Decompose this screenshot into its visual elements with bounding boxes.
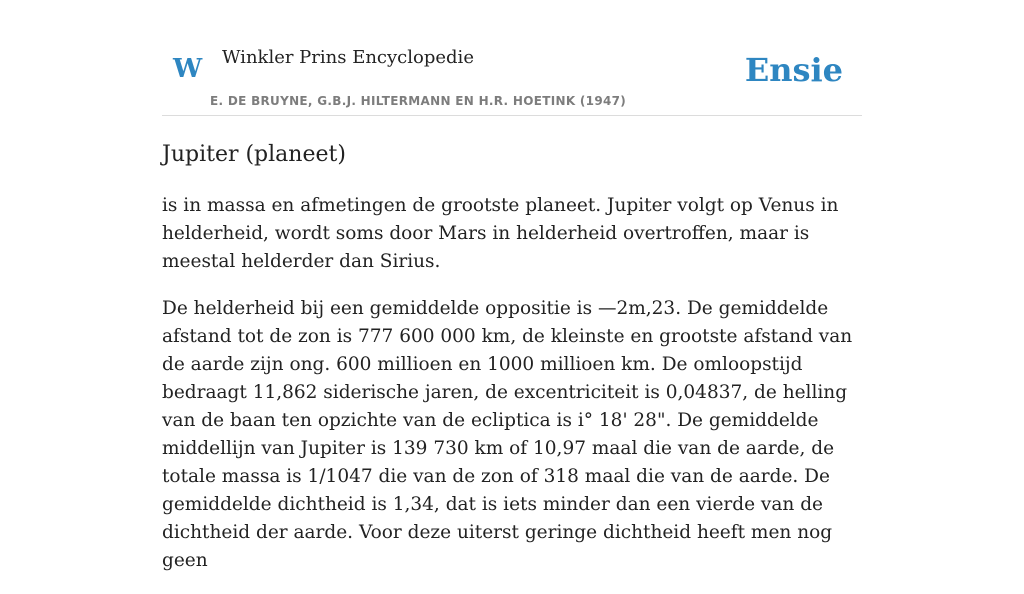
ensie-home-link[interactable]: Ensie	[744, 51, 843, 89]
article-paragraph: is in massa en afmetingen de grootste planeet. Jupiter volgt op Venus in helderheid, wordt soms door Mars in helderheid overtroffen, maar is meestal helderder dan Sirius.	[162, 195, 839, 272]
article-body	[162, 192, 862, 594]
source-title[interactable]: Winkler Prins Encyclopedie	[222, 47, 474, 68]
article-title: Jupiter (planeet)	[162, 142, 346, 167]
source-header	[162, 0, 862, 116]
article-paragraph: De helderheid bij een gemiddelde oppositie is —2m,23. De gemiddelde afstand tot de zon is 777 600 000 km, de kleinste en grootste afstand van de aarde zijn ong. 600 millioen en 1000 millioen km. De omloopstijd bedraagt 11,862 siderische jaren, de excentriciteit is 0,04837, de helling van de baan ten opzichte van de ecliptica is i° 18' 28". De gemiddelde middellijn van Jupiter is 139 730 km of 10,97 maal die van de aarde, de totale massa is 1/1047 die van de zon of 318 maal die van de aarde. De gemiddelde dichtheid is 1,34, dat is iets minder dan een vierde van de dichtheid der aarde. Voor deze uiterst geringe dichtheid heeft men nog geen	[162, 298, 853, 571]
winkler-prins-logo: W	[173, 54, 203, 84]
source-authors: E. DE BRUYNE, G.B.J. HILTERMANN EN H.R. HOETINK (1947)	[210, 94, 627, 108]
